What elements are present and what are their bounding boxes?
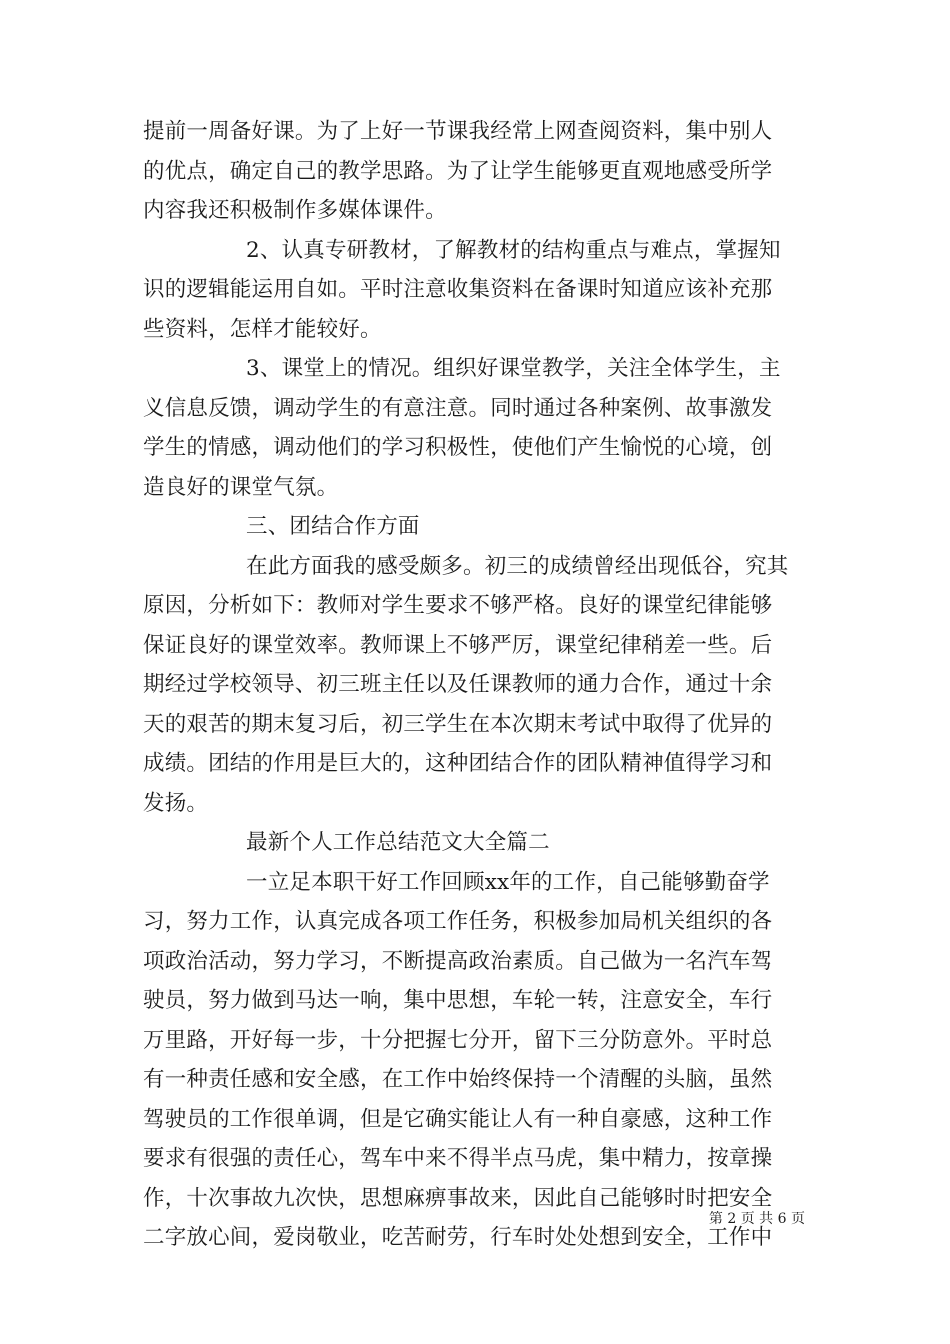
text-line: 期经过学校领导、初三班主任以及任课教师的通力合作，通过十余 bbox=[143, 672, 773, 697]
text-line: 的优点，确定自己的教学思路。为了让学生能够更直观地感受所学 bbox=[143, 158, 773, 184]
text-line: 有一种责任感和安全感，在工作中始终保持一个清醒的头脑，虽然 bbox=[143, 1067, 773, 1092]
text-line: 提前一周备好课。为了上好一节课我经常上网查阅资料，集中别人 bbox=[143, 119, 773, 144]
text-line: 万里路，开好每一步，十分把握七分开，留下三分防意外。平时总 bbox=[143, 1027, 773, 1053]
text-line: 一立足本职干好工作回顾xx年的工作，自己能够勤奋学 bbox=[246, 869, 770, 895]
text-line: 要求有很强的责任心，驾车中来不得半点马虎，集中精力，按章操 bbox=[143, 1146, 773, 1171]
text-line: 在此方面我的感受颇多。初三的成绩曾经出现低谷，究其 bbox=[246, 553, 789, 579]
article-title: 最新个人工作总结范文大全篇二 bbox=[246, 830, 550, 855]
text-line: 保证良好的课堂效率。教师课上不够严厉，课堂纪律稍差一些。后 bbox=[143, 632, 773, 658]
page-number: 第 2 页 共 6 页 bbox=[708, 1211, 805, 1227]
text-line: 义信息反馈，调动学生的有意注意。同时通过各种案例、故事激发 bbox=[143, 395, 773, 421]
text-line: 2、认真专研教材，了解教材的结构重点与难点，掌握知 bbox=[246, 237, 781, 263]
text-line: 3、课堂上的情况。组织好课堂教学，关注全体学生，主 bbox=[246, 356, 781, 381]
text-line: 天的艰苦的期末复习后，初三学生在本次期末考试中取得了优异的 bbox=[143, 711, 773, 737]
section-heading: 三、团结合作方面 bbox=[246, 514, 420, 539]
text-line: 发扬。 bbox=[143, 790, 209, 816]
text-line: 学生的情感，调动他们的学习积极性，使他们产生愉悦的心境，创 bbox=[143, 435, 773, 460]
text-line: 成绩。团结的作用是巨大的，这种团结合作的团队精神值得学习和 bbox=[143, 751, 773, 776]
text-line: 些资料，怎样才能较好。 bbox=[143, 316, 382, 342]
text-line: 原因，分析如下：教师对学生要求不够严格。良好的课堂纪律能够 bbox=[143, 593, 773, 618]
document-body bbox=[143, 112, 807, 1258]
text-line: 造良好的课堂气氛。 bbox=[143, 474, 339, 500]
text-line: 驾驶员的工作很单调，但是它确实能让人有一种自豪感，这种工作 bbox=[143, 1106, 773, 1132]
text-line: 驶员，努力做到马达一响，集中思想，车轮一转，注意安全，车行 bbox=[143, 988, 773, 1013]
text-line: 识的逻辑能运用自如。平时注意收集资料在备课时知道应该补充那 bbox=[143, 277, 773, 302]
text-line: 习，努力工作，认真完成各项工作任务，积极参加局机关组织的各 bbox=[143, 909, 773, 934]
text-line: 二字放心间，爱岗敬业，吃苦耐劳，行车时处处想到安全，工作中 bbox=[143, 1225, 773, 1250]
text-line: 内容我还积极制作多媒体课件。 bbox=[143, 198, 447, 223]
text-line: 项政治活动，努力学习，不断提高政治素质。自己做为一名汽车驾 bbox=[143, 948, 773, 974]
text-line: 作，十次事故九次快，思想麻痹事故来，因此自己能够时时把安全 bbox=[143, 1185, 773, 1211]
